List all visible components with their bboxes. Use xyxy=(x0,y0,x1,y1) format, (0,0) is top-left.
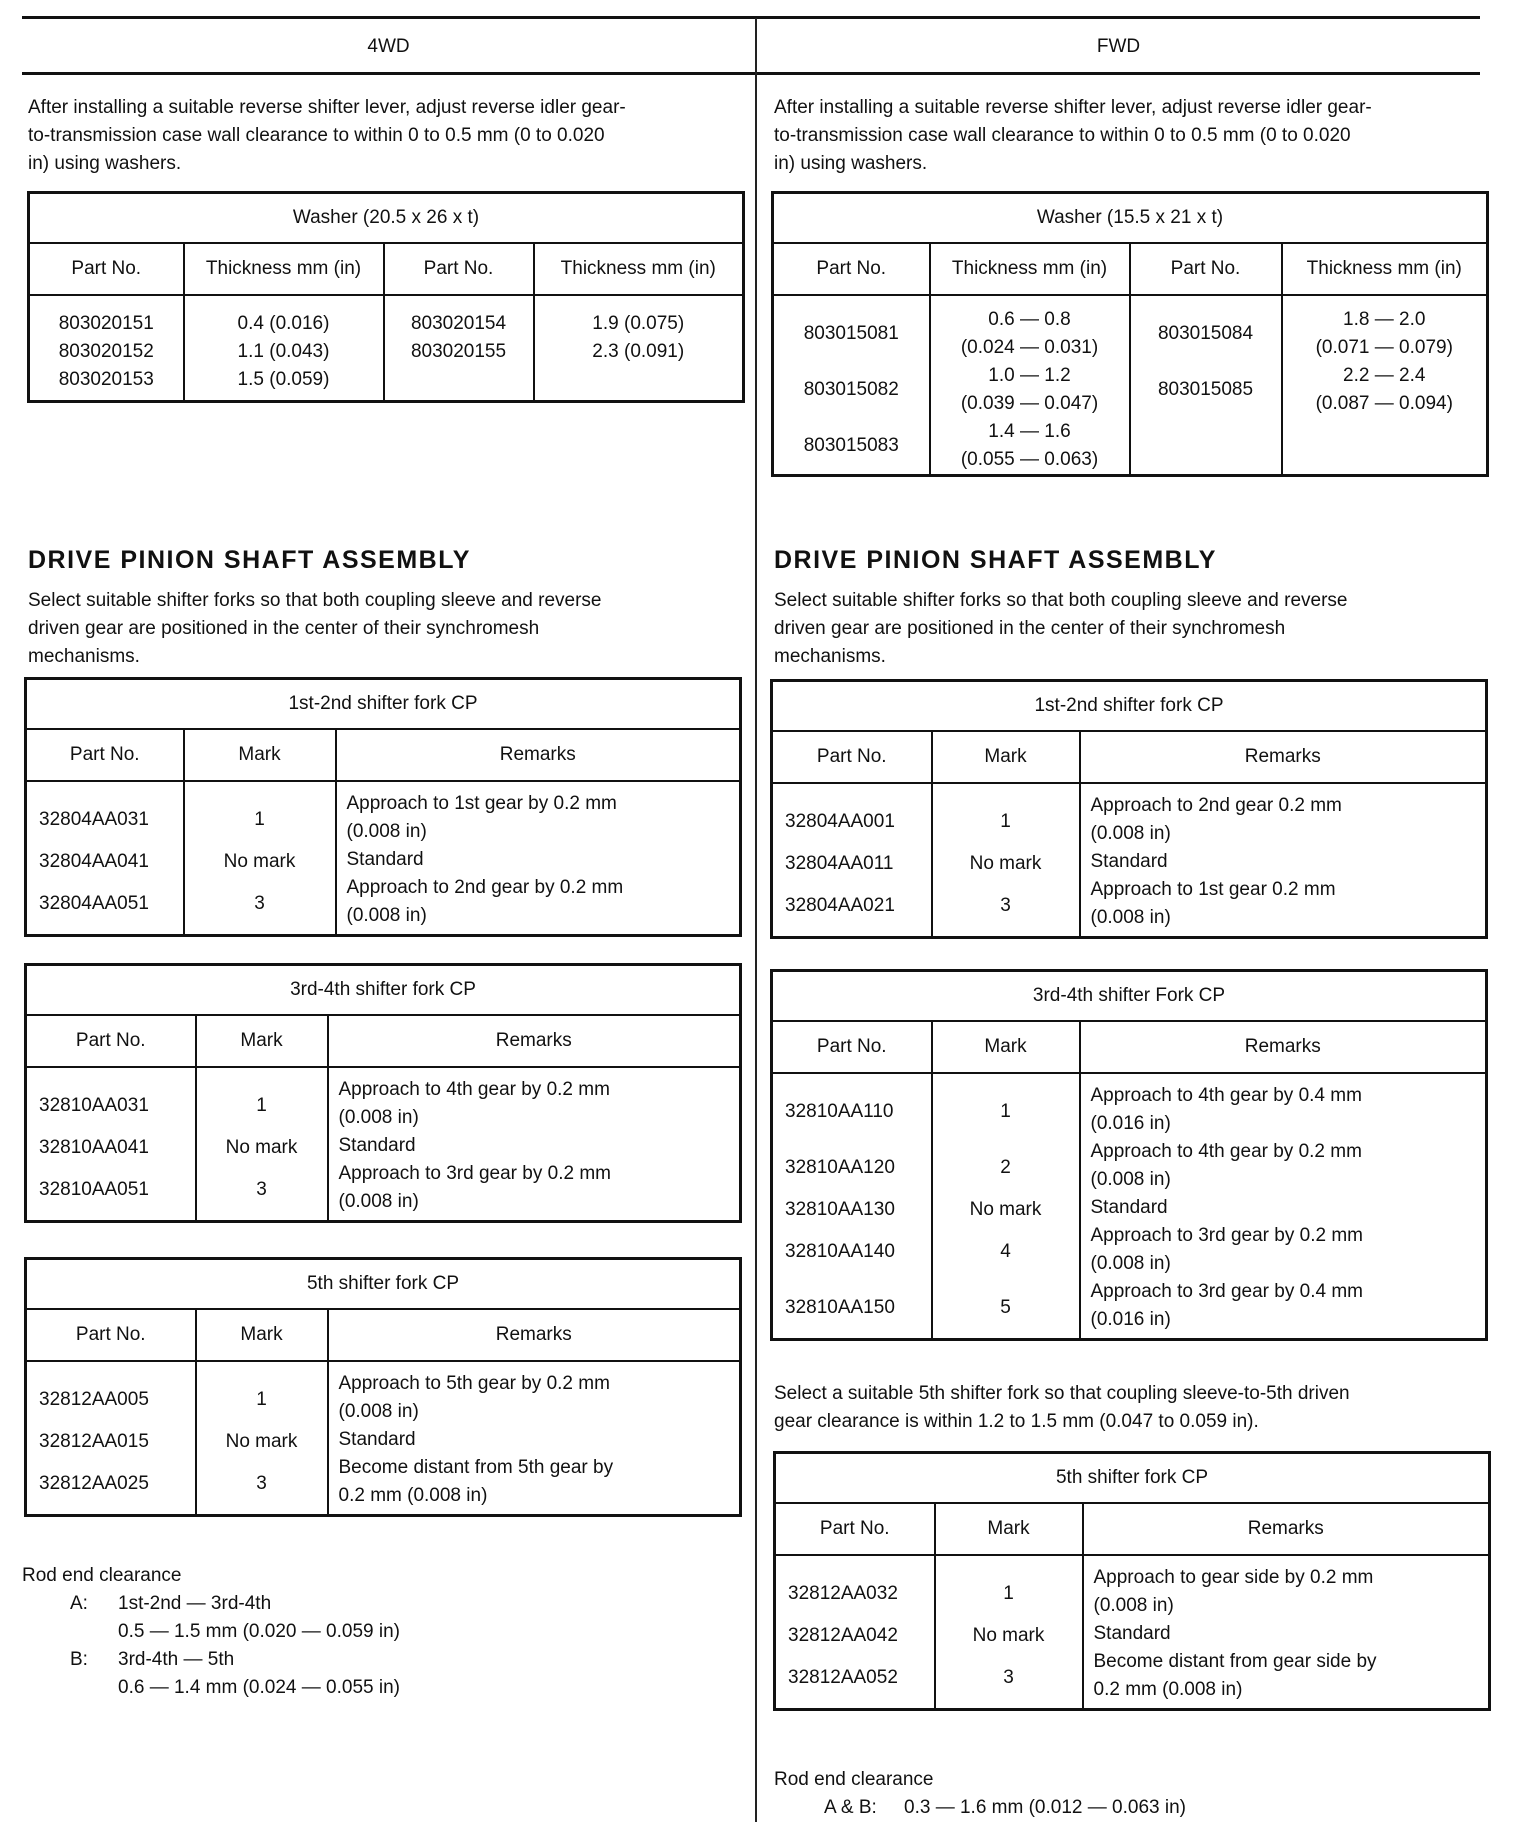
remark-line: (0.008 in) xyxy=(1090,1252,1171,1274)
column-header: Part No. xyxy=(26,1309,196,1361)
part-number: 32812AA015 xyxy=(39,1430,149,1452)
column-header: Remarks xyxy=(336,729,741,781)
remark-line: Approach to 2nd gear 0.2 mm xyxy=(1090,794,1342,816)
table-caption: 3rd-4th shifter fork CP xyxy=(26,965,741,1015)
mark-value: 5 xyxy=(1000,1296,1011,1318)
remark-line: (0.008 in) xyxy=(338,1400,419,1422)
part-number-cell xyxy=(773,295,930,476)
thickness-cell xyxy=(184,295,384,402)
left-intro-paragraph xyxy=(28,94,738,178)
remark-line: (0.008 in) xyxy=(1090,822,1171,844)
remark-line: Approach to 4th gear by 0.4 mm xyxy=(1090,1084,1362,1106)
mark-value: 1 xyxy=(254,808,265,830)
thickness-cell xyxy=(930,295,1130,476)
remark-line: Become distant from gear side by xyxy=(1093,1650,1377,1672)
mark-value: No mark xyxy=(225,1136,298,1158)
remark-line: (0.016 in) xyxy=(1090,1112,1171,1134)
remark-line: Approach to 4th gear by 0.2 mm xyxy=(338,1078,610,1100)
part-number-cell xyxy=(26,1067,196,1222)
remark-line: Standard xyxy=(1090,850,1168,872)
text-line: mechanisms. xyxy=(774,646,886,667)
column-header: Remarks xyxy=(328,1015,741,1067)
part-number-cell xyxy=(775,1555,935,1710)
rod-end-range: 1st-2nd — 3rd-4th xyxy=(118,1593,272,1614)
text-line: Select suitable shifter forks so that both coupling sleeve and reverse xyxy=(28,590,602,611)
text-line: Select suitable shifter forks so that both coupling sleeve and reverse xyxy=(774,590,1348,611)
rod-end-row-a xyxy=(22,1590,742,1618)
remark-line: Approach to 5th gear by 0.2 mm xyxy=(338,1372,610,1394)
text-line: in) using washers. xyxy=(28,153,182,174)
remark-line: (0.008 in) xyxy=(346,820,427,842)
text-line: to-transmission case wall clearance to within 0 to 0.5 mm (0 to 0.020 xyxy=(774,125,1351,146)
left-column-heading: 4WD xyxy=(367,36,410,57)
table-caption: 5th shifter fork CP xyxy=(26,1259,741,1309)
remark-line: (0.008 in) xyxy=(1090,1168,1171,1190)
mark-cell xyxy=(932,1073,1080,1340)
part-number: 32810AA140 xyxy=(785,1240,895,1262)
left-section-title: DRIVE PINION SHAFT ASSEMBLY xyxy=(28,546,471,574)
part-number: 803020153 xyxy=(58,368,154,390)
column-header: Remarks xyxy=(1083,1503,1490,1555)
part-number: 32810AA120 xyxy=(785,1156,895,1178)
thickness-value: 2.2 — 2.4 xyxy=(1343,364,1426,386)
remark-line: Approach to 1st gear 0.2 mm xyxy=(1090,878,1336,900)
remarks-cell xyxy=(1083,1555,1490,1710)
part-number-cell xyxy=(26,1361,196,1516)
rod-end-label: B: xyxy=(70,1649,88,1670)
mark-value: 2 xyxy=(1000,1156,1011,1178)
table-caption: 5th shifter fork CP xyxy=(775,1453,1490,1503)
part-number-cell xyxy=(1130,295,1282,476)
table-caption: 1st-2nd shifter fork CP xyxy=(772,681,1487,731)
left-rod-end-note xyxy=(22,1562,742,1702)
right-section-title: DRIVE PINION SHAFT ASSEMBLY xyxy=(774,546,1217,574)
remark-line: Standard xyxy=(346,848,424,870)
text-line: After installing a suitable reverse shifter lever, adjust reverse idler gear- xyxy=(28,97,626,118)
remark-line: (0.008 in) xyxy=(346,904,427,926)
remark-line: Standard xyxy=(338,1428,416,1450)
remark-line: Approach to 2nd gear by 0.2 mm xyxy=(346,876,624,898)
part-number: 32810AA110 xyxy=(785,1100,894,1122)
right-fork-12-table xyxy=(770,679,1488,939)
table-caption: 1st-2nd shifter fork CP xyxy=(26,679,741,729)
thickness-value: (0.071 — 0.079) xyxy=(1315,336,1453,358)
mark-value: 3 xyxy=(256,1472,267,1494)
part-number-cell xyxy=(772,1073,932,1340)
table-caption: Washer (20.5 x 26 x t) xyxy=(29,193,744,243)
right-rod-end-note xyxy=(774,1766,1488,1822)
column-header: Thickness mm (in) xyxy=(1282,243,1488,295)
thickness-value: (0.024 — 0.031) xyxy=(960,336,1099,358)
left-fork-34-table xyxy=(24,963,742,1223)
column-header: Part No. xyxy=(775,1503,935,1555)
remark-line: Approach to gear side by 0.2 mm xyxy=(1093,1566,1374,1588)
column-header: Mark xyxy=(196,1309,328,1361)
part-number: 803015081 xyxy=(803,322,899,344)
column-header: Part No. xyxy=(26,729,184,781)
remark-line: Standard xyxy=(1090,1196,1168,1218)
part-number: 803015084 xyxy=(1157,322,1254,344)
part-number: 32810AA150 xyxy=(785,1296,895,1318)
column-header: Part No. xyxy=(1130,243,1282,295)
left-section-paragraph xyxy=(28,587,738,671)
rod-end-value: 0.3 — 1.6 mm (0.012 — 0.063 in) xyxy=(904,1797,1186,1818)
text-line: Select a suitable 5th shifter fork so that coupling sleeve-to-5th driven xyxy=(774,1383,1350,1404)
part-number: 32804AA051 xyxy=(39,892,149,914)
remark-line: 0.2 mm (0.008 in) xyxy=(338,1484,488,1506)
remarks-cell xyxy=(1080,783,1487,938)
column-header: Remarks xyxy=(1080,731,1487,783)
part-number: 803020152 xyxy=(58,340,154,362)
table-caption: Washer (15.5 x 21 x t) xyxy=(773,193,1488,243)
top-rule xyxy=(22,16,1480,19)
thickness-cell xyxy=(1282,295,1488,476)
left-washer-table xyxy=(27,191,745,403)
rod-end-value: 0.6 — 1.4 mm (0.024 — 0.055 in) xyxy=(118,1677,400,1698)
column-header: Mark xyxy=(196,1015,328,1067)
part-number: 32804AA001 xyxy=(785,810,895,832)
rod-end-value: 0.5 — 1.5 mm (0.020 — 0.059 in) xyxy=(118,1621,400,1642)
mark-value: 1 xyxy=(1000,810,1011,832)
thickness-cell xyxy=(534,295,744,402)
text-line: in) using washers. xyxy=(774,153,928,174)
remark-line: Approach to 3rd gear by 0.4 mm xyxy=(1090,1280,1363,1302)
part-number: 32804AA041 xyxy=(39,850,149,872)
mark-value: 3 xyxy=(256,1178,267,1200)
part-number: 32804AA021 xyxy=(785,894,895,916)
thickness-value: 1.8 — 2.0 xyxy=(1343,308,1426,330)
mark-value: 1 xyxy=(256,1094,267,1116)
mark-value: No mark xyxy=(969,852,1042,874)
remarks-cell xyxy=(328,1361,741,1516)
remark-line: Become distant from 5th gear by xyxy=(338,1456,614,1478)
thickness-value: 0.4 (0.016) xyxy=(237,312,330,334)
mark-value: 4 xyxy=(1000,1240,1011,1262)
remark-line: (0.008 in) xyxy=(338,1190,419,1212)
remark-line: (0.016 in) xyxy=(1090,1308,1171,1330)
left-fork-5-table xyxy=(24,1257,742,1517)
part-number-cell xyxy=(26,781,184,936)
text-line: driven gear are positioned in the center of their synchromesh xyxy=(28,618,540,639)
remark-line: 0.2 mm (0.008 in) xyxy=(1093,1678,1243,1700)
right-washer-table xyxy=(771,191,1489,477)
part-number: 803020154 xyxy=(410,312,507,334)
part-number: 803020151 xyxy=(58,312,154,334)
part-number: 32810AA041 xyxy=(39,1136,149,1158)
right-fifth-paragraph xyxy=(774,1380,1488,1436)
column-header: Mark xyxy=(932,1021,1080,1073)
column-header: Mark xyxy=(932,731,1080,783)
mark-value: No mark xyxy=(225,1430,298,1452)
column-header: Part No. xyxy=(384,243,534,295)
column-header: Thickness mm (in) xyxy=(184,243,384,295)
column-header: Remarks xyxy=(328,1309,741,1361)
remark-line: Approach to 4th gear by 0.2 mm xyxy=(1090,1140,1362,1162)
rod-end-row-b xyxy=(22,1646,742,1674)
remark-line: (0.008 in) xyxy=(1090,906,1171,928)
part-number: 32810AA051 xyxy=(39,1178,149,1200)
remarks-cell xyxy=(336,781,741,936)
mark-value: 3 xyxy=(1000,894,1011,916)
right-column-heading: FWD xyxy=(1096,36,1141,57)
column-header: Part No. xyxy=(772,1021,932,1073)
rod-end-title: Rod end clearance xyxy=(22,1565,182,1586)
part-number: 32812AA005 xyxy=(39,1388,149,1410)
right-section-paragraph xyxy=(774,587,1484,671)
mark-cell xyxy=(184,781,336,936)
column-header: Remarks xyxy=(1080,1021,1487,1073)
column-header: Mark xyxy=(184,729,336,781)
mark-value: No mark xyxy=(969,1198,1042,1220)
thickness-value: 1.4 — 1.6 xyxy=(988,420,1071,442)
part-number: 32810AA130 xyxy=(785,1198,895,1220)
part-number: 803015085 xyxy=(1157,378,1254,400)
part-number: 32804AA011 xyxy=(785,852,894,874)
remark-line: Approach to 3rd gear by 0.2 mm xyxy=(338,1162,611,1184)
rod-end-label: A: xyxy=(70,1593,88,1614)
thickness-value: (0.039 — 0.047) xyxy=(960,392,1099,414)
remarks-cell xyxy=(1080,1073,1487,1340)
text-line: After installing a suitable reverse shifter lever, adjust reverse idler gear- xyxy=(774,97,1372,118)
part-number: 803015083 xyxy=(803,434,899,456)
part-number: 803015082 xyxy=(803,378,899,400)
mark-value: 1 xyxy=(1003,1582,1014,1604)
rod-end-title: Rod end clearance xyxy=(774,1769,934,1790)
remark-line: Standard xyxy=(338,1134,416,1156)
thickness-value: 1.9 (0.075) xyxy=(592,312,685,334)
part-number-cell xyxy=(772,783,932,938)
part-number: 32812AA042 xyxy=(788,1624,898,1646)
mark-value: 3 xyxy=(254,892,265,914)
part-number: 32812AA025 xyxy=(39,1472,149,1494)
part-number: 32812AA032 xyxy=(788,1582,898,1604)
column-divider xyxy=(755,18,757,1822)
column-header: Part No. xyxy=(773,243,930,295)
column-header: Part No. xyxy=(26,1015,196,1067)
column-header: Part No. xyxy=(772,731,932,783)
mark-cell xyxy=(935,1555,1083,1710)
thickness-value: (0.087 — 0.094) xyxy=(1315,392,1453,414)
remark-line: Approach to 1st gear by 0.2 mm xyxy=(346,792,617,814)
remark-line: Approach to 3rd gear by 0.2 mm xyxy=(1090,1224,1363,1246)
rod-end-label: A & B: xyxy=(824,1797,877,1818)
mark-cell xyxy=(196,1361,328,1516)
remark-line: (0.008 in) xyxy=(1093,1594,1174,1616)
left-fork-12-table xyxy=(24,677,742,937)
column-header: Part No. xyxy=(29,243,184,295)
right-fork-5-table xyxy=(773,1451,1491,1711)
rod-end-range: 3rd-4th — 5th xyxy=(118,1649,235,1670)
thickness-value: 1.1 (0.043) xyxy=(237,340,330,362)
column-header: Mark xyxy=(935,1503,1083,1555)
column-header: Thickness mm (in) xyxy=(930,243,1130,295)
thickness-value: 2.3 (0.091) xyxy=(592,340,685,362)
part-number: 32812AA052 xyxy=(788,1666,898,1688)
mark-value: No mark xyxy=(223,850,296,872)
thickness-value: 1.5 (0.059) xyxy=(237,368,330,390)
thickness-value: 0.6 — 0.8 xyxy=(988,308,1071,330)
text-line: gear clearance is within 1.2 to 1.5 mm (0.047 to 0.059 in). xyxy=(774,1411,1259,1432)
mark-cell xyxy=(196,1067,328,1222)
column-header: Thickness mm (in) xyxy=(534,243,744,295)
remark-line: Standard xyxy=(1093,1622,1171,1644)
table-caption: 3rd-4th shifter Fork CP xyxy=(772,971,1487,1021)
remarks-cell xyxy=(328,1067,741,1222)
mark-cell xyxy=(932,783,1080,938)
right-fork-34-table xyxy=(770,969,1488,1341)
right-intro-paragraph xyxy=(774,94,1484,178)
left-header-rule xyxy=(22,72,755,75)
right-header-rule xyxy=(757,72,1480,75)
text-line: driven gear are positioned in the center of their synchromesh xyxy=(774,618,1286,639)
rod-end-row-ab xyxy=(774,1794,1488,1822)
part-number-cell xyxy=(384,295,534,402)
part-number: 32804AA031 xyxy=(39,808,149,830)
mark-value: 1 xyxy=(1000,1100,1011,1122)
part-number: 803020155 xyxy=(410,340,507,362)
mark-value: 1 xyxy=(256,1388,267,1410)
part-number: 32810AA031 xyxy=(39,1094,149,1116)
mark-value: No mark xyxy=(972,1624,1045,1646)
part-number-cell xyxy=(29,295,184,402)
thickness-value: (0.055 — 0.063) xyxy=(960,448,1099,470)
text-line: mechanisms. xyxy=(28,646,140,667)
mark-value: 3 xyxy=(1003,1666,1014,1688)
text-line: to-transmission case wall clearance to within 0 to 0.5 mm (0 to 0.020 xyxy=(28,125,605,146)
thickness-value: 1.0 — 1.2 xyxy=(988,364,1071,386)
remark-line: (0.008 in) xyxy=(338,1106,419,1128)
